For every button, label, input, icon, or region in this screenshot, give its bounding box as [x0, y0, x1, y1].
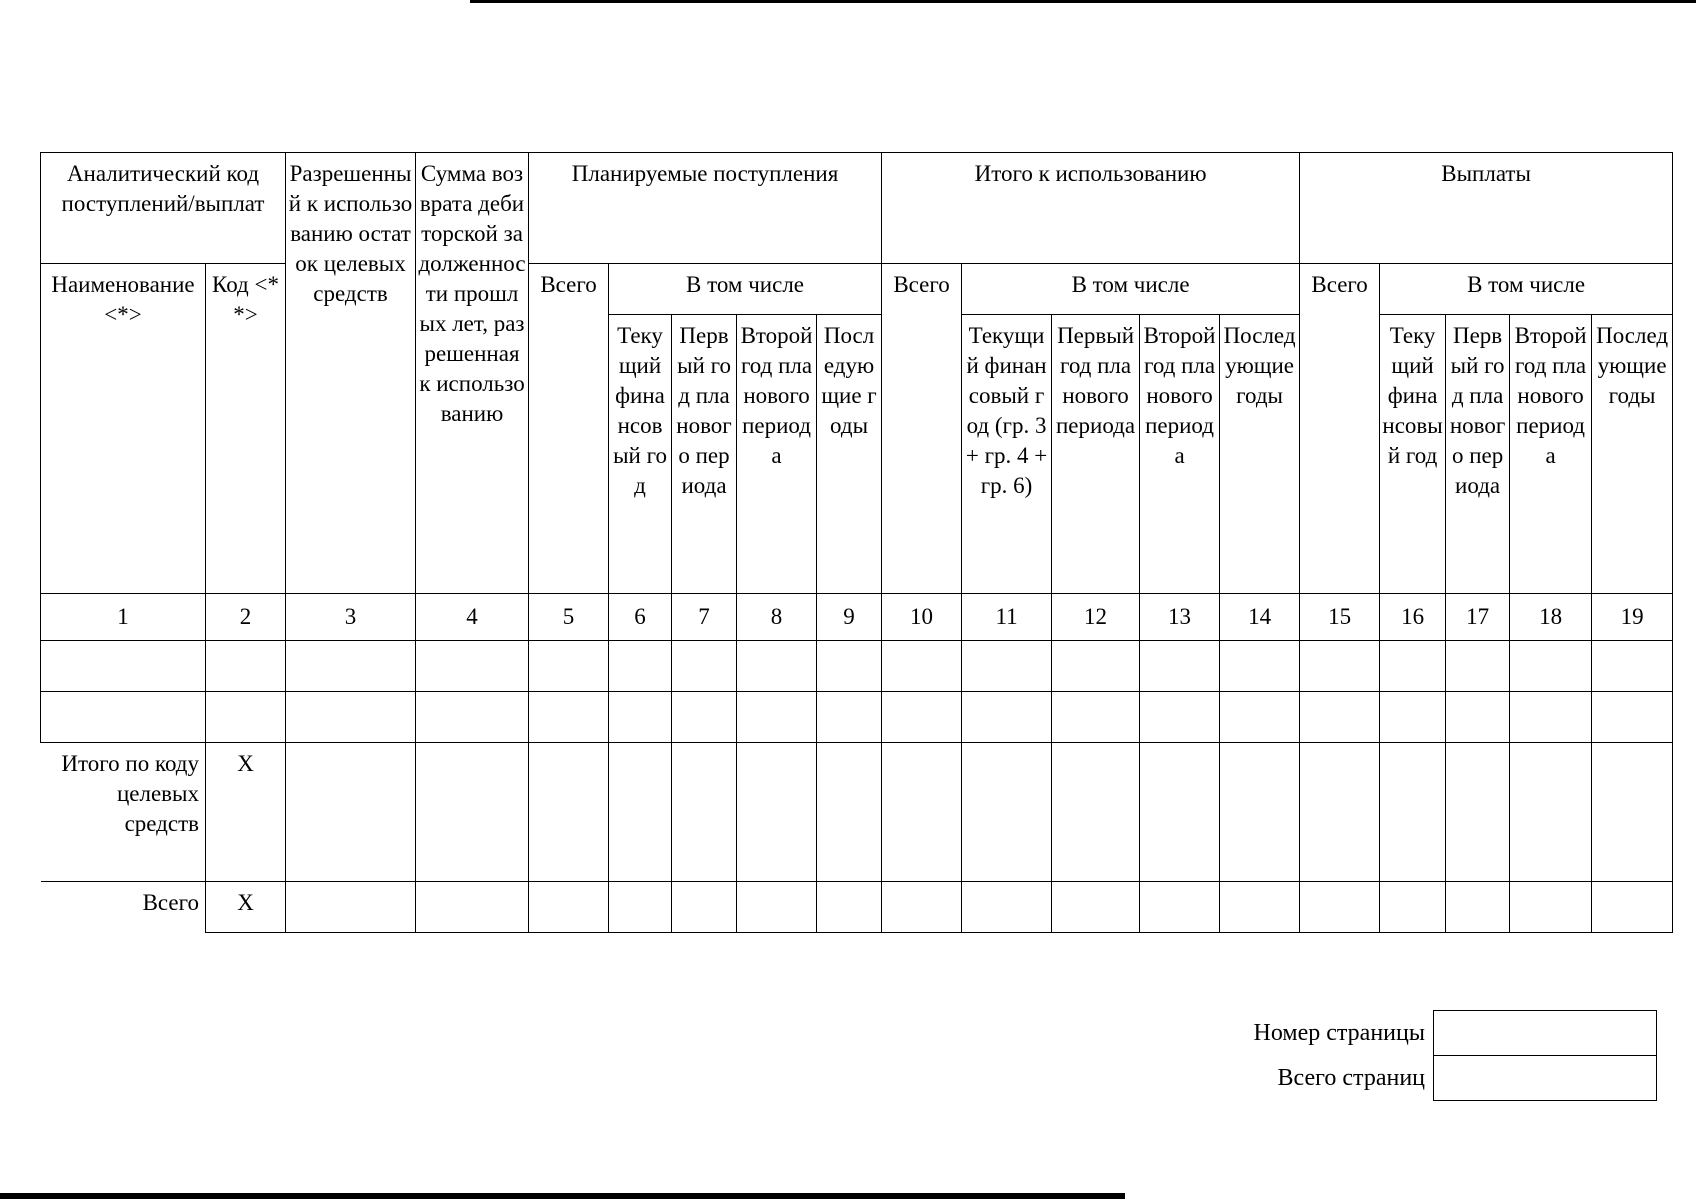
table-cell[interactable]: [817, 641, 882, 692]
header-planned-first-year: Первый год планового периода: [672, 315, 737, 594]
table-cell[interactable]: [609, 692, 672, 743]
table-cell[interactable]: [1510, 882, 1592, 933]
page-number-field[interactable]: [1434, 1011, 1657, 1056]
header-total-to-use: Итого к использованию: [882, 153, 1300, 264]
table-cell[interactable]: [416, 692, 529, 743]
table-cell[interactable]: [1140, 743, 1220, 882]
table-cell[interactable]: [1220, 743, 1300, 882]
column-number: 10: [882, 594, 962, 641]
table-cell[interactable]: [1510, 743, 1592, 882]
column-number: 5: [529, 594, 609, 641]
header-payments-including: В том числе: [1380, 264, 1673, 315]
table-cell[interactable]: [882, 743, 962, 882]
table-cell[interactable]: [1446, 692, 1510, 743]
table-cell[interactable]: [416, 641, 529, 692]
table-cell[interactable]: [529, 641, 609, 692]
column-number: 14: [1220, 594, 1300, 641]
page-number-label: Номер страницы: [1253, 1019, 1425, 1046]
table-cell[interactable]: [962, 743, 1052, 882]
header-planned-following-years: Последующие годы: [817, 315, 882, 594]
table-cell[interactable]: [416, 743, 529, 882]
column-number: 7: [672, 594, 737, 641]
header-payments-following-years: Последующие годы: [1592, 315, 1673, 594]
table-cell[interactable]: [1592, 692, 1673, 743]
table-cell[interactable]: [882, 641, 962, 692]
column-number: 4: [416, 594, 529, 641]
table-cell[interactable]: [1380, 743, 1446, 882]
column-number: 1: [41, 594, 206, 641]
scan-edge-bottom: [0, 1193, 1125, 1199]
column-number: 11: [962, 594, 1052, 641]
table-cell[interactable]: [1510, 641, 1592, 692]
table-cell[interactable]: [1300, 743, 1380, 882]
table-cell[interactable]: [737, 743, 817, 882]
table-cell[interactable]: [1510, 692, 1592, 743]
table-row: [41, 692, 1673, 743]
table-cell[interactable]: [672, 743, 737, 882]
table-cell[interactable]: [286, 743, 416, 882]
table-cell[interactable]: [817, 692, 882, 743]
table-cell[interactable]: [1220, 692, 1300, 743]
header-use-first-year: Первый год планового периода: [1052, 315, 1140, 594]
table-cell[interactable]: [737, 641, 817, 692]
table-cell[interactable]: [817, 882, 882, 933]
header-payments: Выплаты: [1300, 153, 1673, 264]
subtotal-code: X: [206, 743, 286, 882]
table-cell[interactable]: [737, 882, 817, 933]
column-number: 18: [1510, 594, 1592, 641]
table-cell[interactable]: [609, 641, 672, 692]
table-cell[interactable]: [1140, 641, 1220, 692]
column-number: 12: [1052, 594, 1140, 641]
column-number: 15: [1300, 594, 1380, 641]
header-planned-second-year: Второй год планового периода: [737, 315, 817, 594]
header-use-following-years: Последующие годы: [1220, 315, 1300, 594]
header-payments-current-year: Текущий финансовый год: [1380, 315, 1446, 594]
table-cell[interactable]: [1446, 882, 1510, 933]
table-cell[interactable]: [962, 882, 1052, 933]
table-cell[interactable]: [1446, 641, 1510, 692]
table-cell[interactable]: [529, 692, 609, 743]
table-cell[interactable]: [882, 692, 962, 743]
table-cell[interactable]: [672, 692, 737, 743]
table-cell[interactable]: [529, 743, 609, 882]
table-row: [41, 641, 1673, 692]
table-cell[interactable]: [962, 692, 1052, 743]
table-cell[interactable]: [672, 641, 737, 692]
header-use-current-year: Текущий финансовый год (гр. 3 + гр. 4 + гр. 6): [962, 315, 1052, 594]
table-cell[interactable]: [206, 692, 286, 743]
table-cell[interactable]: [41, 692, 206, 743]
column-number: 9: [817, 594, 882, 641]
header-debt-return: Сумма возврата дебиторской задолженности прошлых лет, разрешенная к использованию: [416, 153, 529, 594]
table-cell[interactable]: [1052, 641, 1140, 692]
column-number: 2: [206, 594, 286, 641]
table-cell[interactable]: [286, 641, 416, 692]
targeted-funds-table: [40, 152, 1673, 933]
column-number: 13: [1140, 594, 1220, 641]
table-cell[interactable]: [529, 882, 609, 933]
scan-edge-top: [470, 0, 1696, 3]
table-cell[interactable]: [286, 882, 416, 933]
grand-total-label: Всего: [41, 882, 206, 933]
table-cell[interactable]: [286, 692, 416, 743]
table-cell[interactable]: [416, 882, 529, 933]
table-cell[interactable]: [1300, 641, 1380, 692]
header-name: Наименование <*>: [41, 264, 206, 594]
column-number: 3: [286, 594, 416, 641]
table-cell[interactable]: [1592, 743, 1673, 882]
table-cell[interactable]: [1446, 743, 1510, 882]
column-number: 8: [737, 594, 817, 641]
header-planned-receipts: Планируемые поступления: [529, 153, 882, 264]
table-cell[interactable]: [737, 692, 817, 743]
table-cell[interactable]: [1380, 882, 1446, 933]
header-planned-total: Всего: [529, 264, 609, 594]
header-use-including: В том числе: [962, 264, 1300, 315]
table-cell[interactable]: [1380, 692, 1446, 743]
table-cell[interactable]: [962, 641, 1052, 692]
grand-total-code: X: [206, 882, 286, 933]
grand-total-row: [41, 882, 1673, 933]
column-number: 19: [1592, 594, 1673, 641]
table-cell[interactable]: [1220, 641, 1300, 692]
header-use-second-year: Второй год планового периода: [1140, 315, 1220, 594]
header-payments-second-year: Второй год планового периода: [1510, 315, 1592, 594]
column-number: 17: [1446, 594, 1510, 641]
table-cell[interactable]: [672, 882, 737, 933]
table-cell[interactable]: [1052, 882, 1140, 933]
table-cell[interactable]: [609, 882, 672, 933]
table-cell[interactable]: [609, 743, 672, 882]
table-cell[interactable]: [882, 882, 962, 933]
subtotal-row: [41, 743, 1673, 882]
total-pages-label: Всего страниц: [1277, 1064, 1425, 1091]
table-cell[interactable]: [1220, 882, 1300, 933]
table-cell[interactable]: [1140, 882, 1220, 933]
header-analytic-code: Аналитический код поступлений/выплат: [41, 153, 286, 264]
header-permitted-balance: Разрешенный к использованию остаток целевых средств: [286, 153, 416, 594]
total-pages-field[interactable]: [1434, 1056, 1657, 1101]
header-payments-total: Всего: [1300, 264, 1380, 594]
page-info-block: [1185, 1010, 1657, 1101]
table-cell[interactable]: [1592, 882, 1673, 933]
header-planned-including: В том числе: [609, 264, 882, 315]
table-cell[interactable]: [817, 743, 882, 882]
header-use-total: Всего: [882, 264, 962, 594]
table-cell[interactable]: [1140, 692, 1220, 743]
table-cell[interactable]: [1300, 882, 1380, 933]
subtotal-label: Итого по коду целевых средств: [41, 743, 206, 882]
table-cell[interactable]: [206, 641, 286, 692]
header-code: Код <**>: [206, 264, 286, 594]
table-cell[interactable]: [41, 641, 206, 692]
table-cell[interactable]: [1052, 743, 1140, 882]
table-cell[interactable]: [1300, 692, 1380, 743]
column-number: 16: [1380, 594, 1446, 641]
column-number: 6: [609, 594, 672, 641]
header-planned-current-year: Текущий финансовый год: [609, 315, 672, 594]
header-payments-first-year: Первый год планового периода: [1446, 315, 1510, 594]
table-cell[interactable]: [1052, 692, 1140, 743]
table-cell[interactable]: [1380, 641, 1446, 692]
table-cell[interactable]: [1592, 641, 1673, 692]
